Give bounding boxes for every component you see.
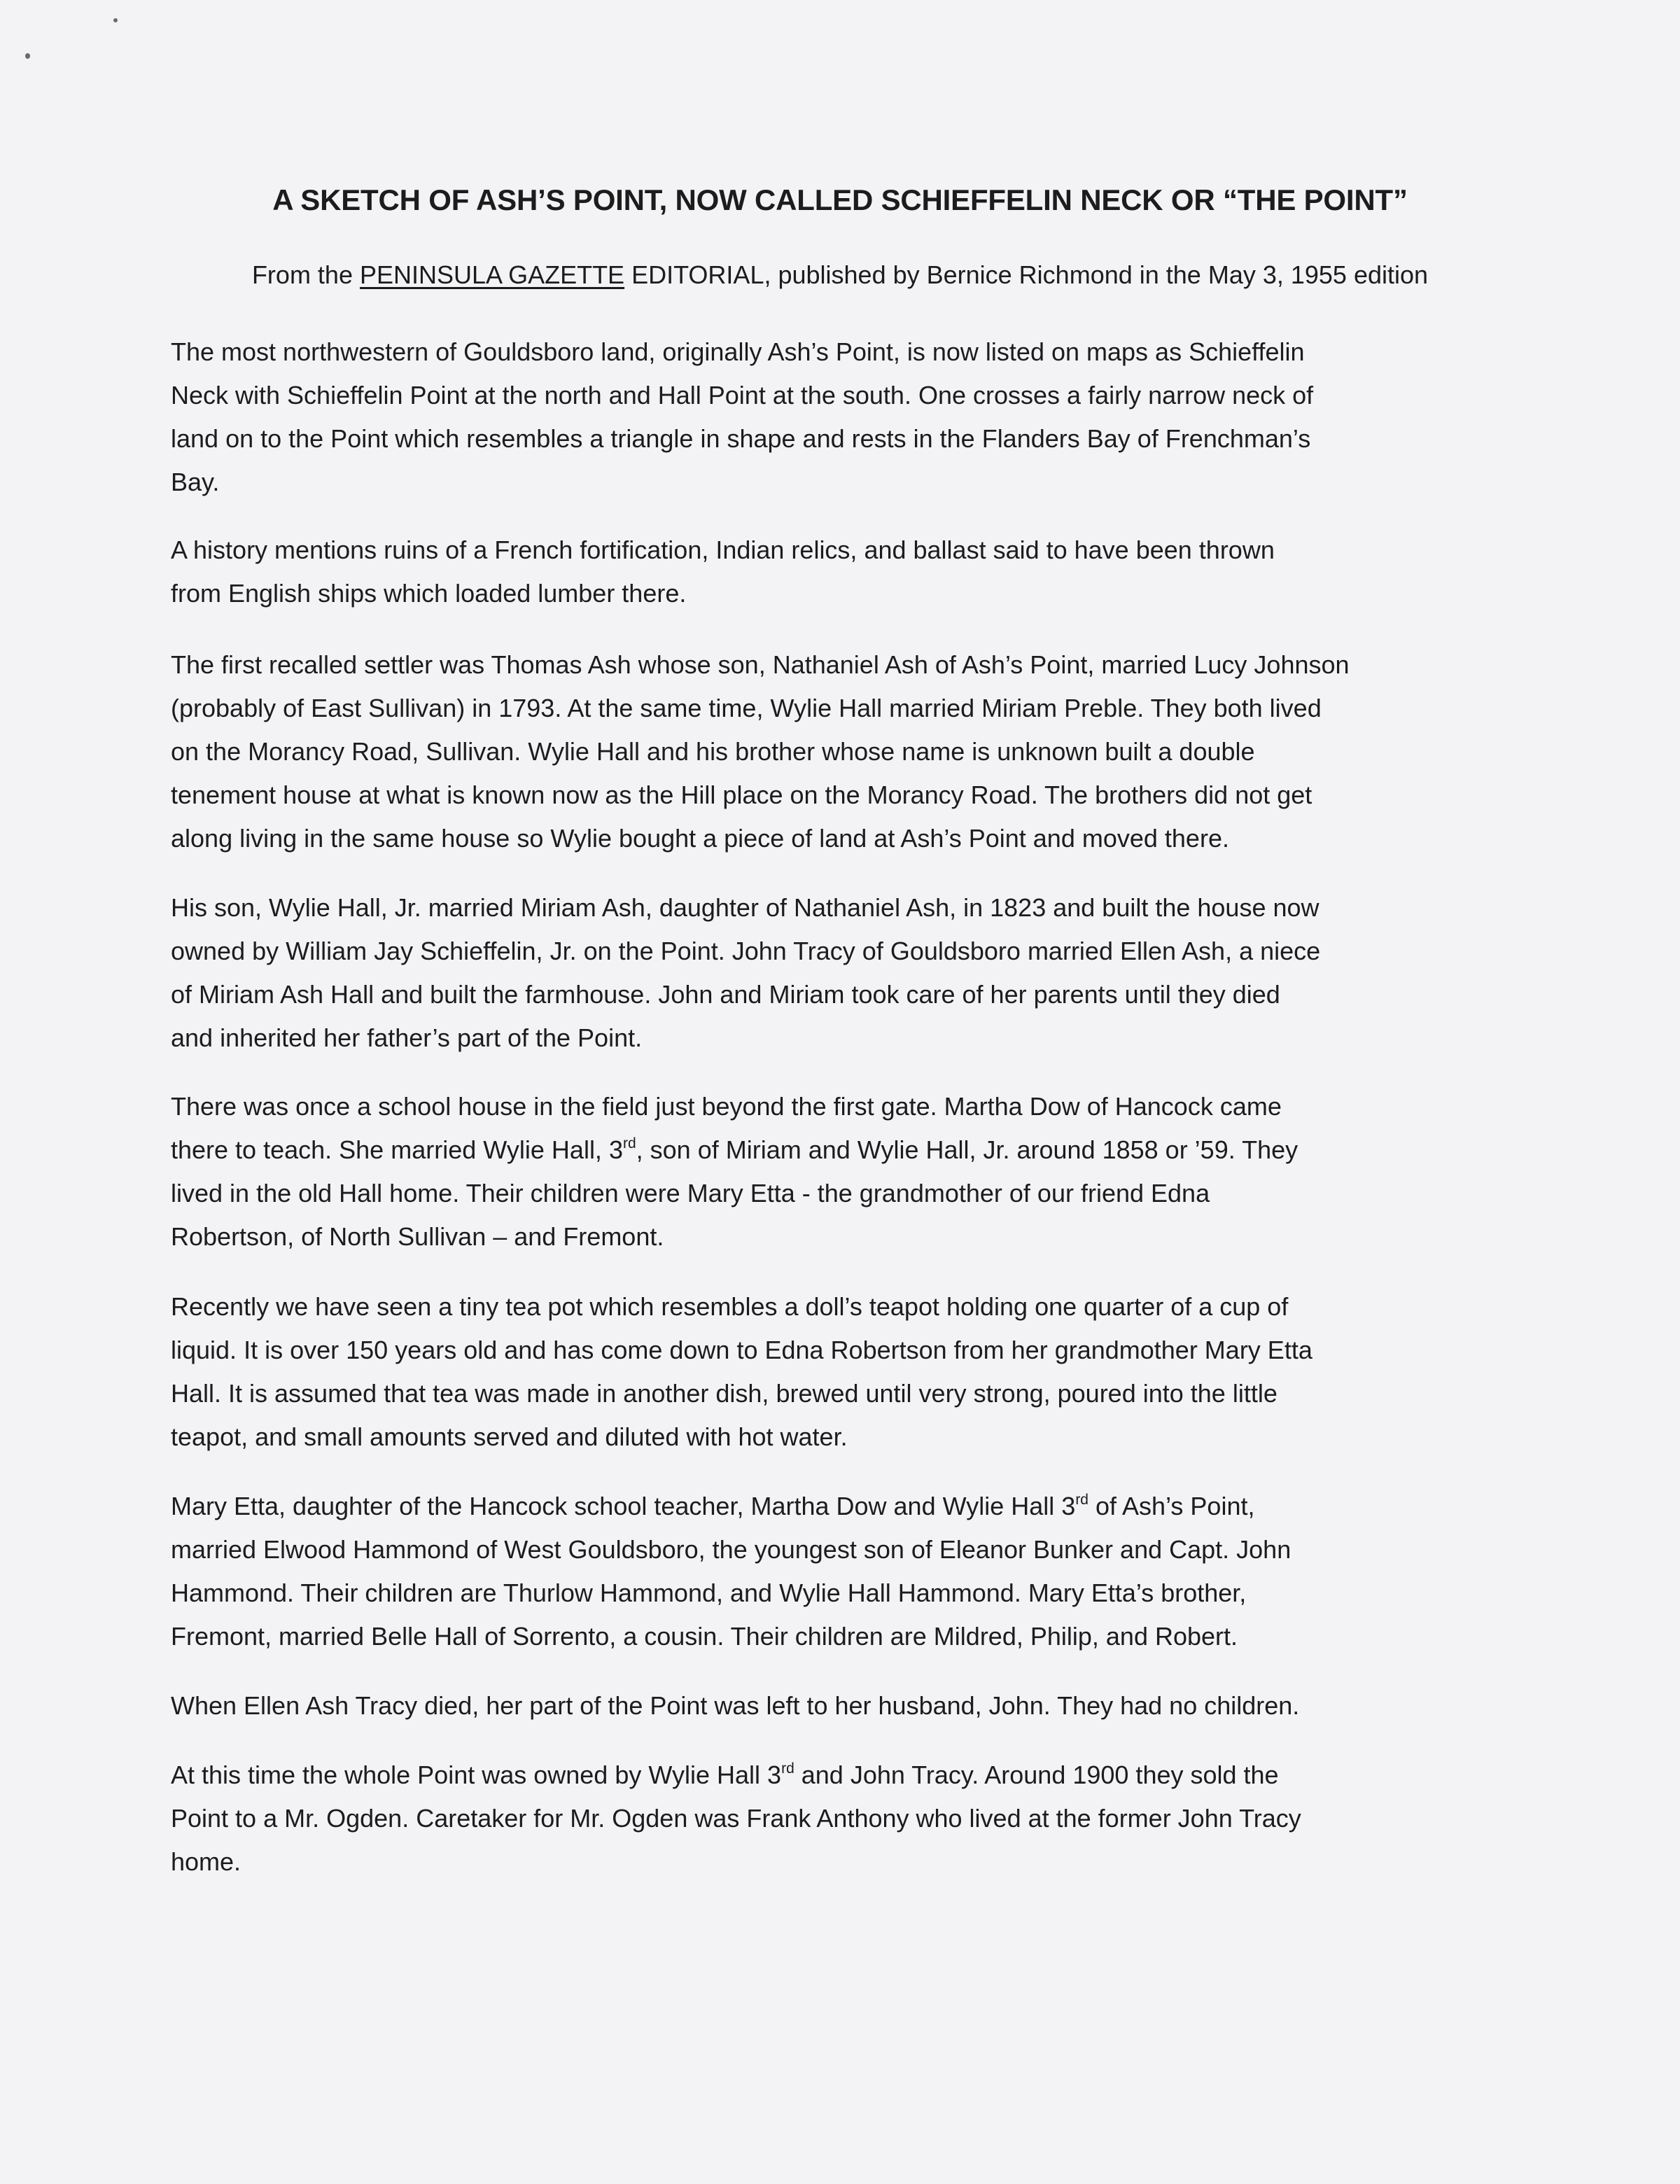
source-prefix: From the — [251, 260, 360, 289]
ordinal-suffix: rd — [622, 1135, 636, 1152]
paragraph-1: The most northwestern of Gouldsboro land, originally Ash’s Point, is now listed on maps as Schieffelin Neck with Schieffelin Point at the north and Hall Point at the south. One crosses a fairly narrow neck of land on to the Point which resembles a triangle in shape and rests in the Flanders Bay of Frenchman’s Bay. — [171, 337, 1314, 496]
paragraph-5 — [171, 1085, 1515, 1259]
paragraph-9-text-a: At this time the whole Point was owned by Wylie Hall 3 — [171, 1760, 782, 1789]
paragraph-7 — [171, 1485, 1515, 1658]
source-line — [0, 260, 1680, 290]
paragraph-9-text-b: and John Tracy. Around 1900 they sold the Point to a Mr. Ogden. Caretaker for Mr. Ogden was Frank Anthony who lived at the former John Tracy home. — [171, 1760, 1301, 1876]
document-title: A SKETCH OF ASH’S POINT, NOW CALLED SCHIEFFELIN NECK OR “THE POINT” — [272, 183, 1408, 216]
paragraph-6: Recently we have seen a tiny tea pot which resembles a doll’s teapot holding one quarter of a cup of liquid. It is over 150 years old and has come down to Edna Robertson from her grandmother Mary Etta Hall. It is assumed that tea was made in another dish, brewed until very strong, poured into the little teapot, and small amounts served and diluted with hot water. — [171, 1292, 1312, 1451]
paragraph-2: A history mentions ruins of a French fortification, Indian relics, and ballast said to have been thrown from English ships which loaded lumber there. — [171, 536, 1275, 608]
scan-speck — [113, 18, 118, 22]
ordinal-suffix: rd — [1075, 1492, 1088, 1508]
scan-speck — [25, 53, 30, 59]
publication-name: PENINSULA GAZETTE — [359, 260, 625, 289]
paragraph-4: His son, Wylie Hall, Jr. married Miriam Ash, daughter of Nathaniel Ash, in 1823 and built the house now owned by William Jay Schieffelin, Jr. on the Point. John Tracy of Gouldsboro married Ellen Ash, a niece of Miriam Ash Hall and built the farmhouse. John and Miriam took care of her parents until they died and inherited her father’s part of the Point. — [171, 893, 1321, 1052]
ordinal-suffix: rd — [781, 1760, 794, 1777]
paragraph-5-text-a: There was once a school house in the field just beyond the first gate. Martha Dow of Hancock came there to teach. She married Wylie Hall, 3 — [171, 1092, 1282, 1164]
paragraph-7-text-a: Mary Etta, daughter of the Hancock school teacher, Martha Dow and Wylie Hall 3 — [171, 1492, 1076, 1520]
paragraph-7-text-b: of Ash’s Point, married Elwood Hammond of West Gouldsboro, the youngest son of Eleanor Bunker and Capt. John Hammond. Their children are Thurlow Hammond, and Wylie Hall Hammond. Mary Etta’s brother, Fremont, married Belle Hall of Sorrento, a cousin. Their children are Mildred, Philip, and Robert. — [171, 1492, 1292, 1651]
paragraph-9 — [171, 1754, 1515, 1884]
paragraph-8: When Ellen Ash Tracy died, her part of the Point was left to her husband, John. They had no children. — [171, 1691, 1300, 1720]
paragraph-5-text-b: , son of Miriam and Wylie Hall, Jr. around 1858 or ’59. They lived in the old Hall home. Their children were Mary Etta - the grandmother of our friend Edna Robertson, of North Sullivan – and Fremont. — [171, 1135, 1298, 1251]
paragraph-3: The first recalled settler was Thomas Ash whose son, Nathaniel Ash of Ash’s Point, married Lucy Johnson (probably of East Sullivan) in 1793. At the same time, Wylie Hall married Miriam Preble. They both lived on the Morancy Road, Sullivan. Wylie Hall and his brother whose name is unknown built a double tenement house at what is known now as the Hill place on the Morancy Road. The brothers did not get along living in the same house so Wylie bought a piece of land at Ash’s Point and moved there. — [171, 650, 1350, 853]
source-suffix: EDITORIAL, published by Bernice Richmond in the May 3, 1955 edition — [624, 260, 1429, 289]
